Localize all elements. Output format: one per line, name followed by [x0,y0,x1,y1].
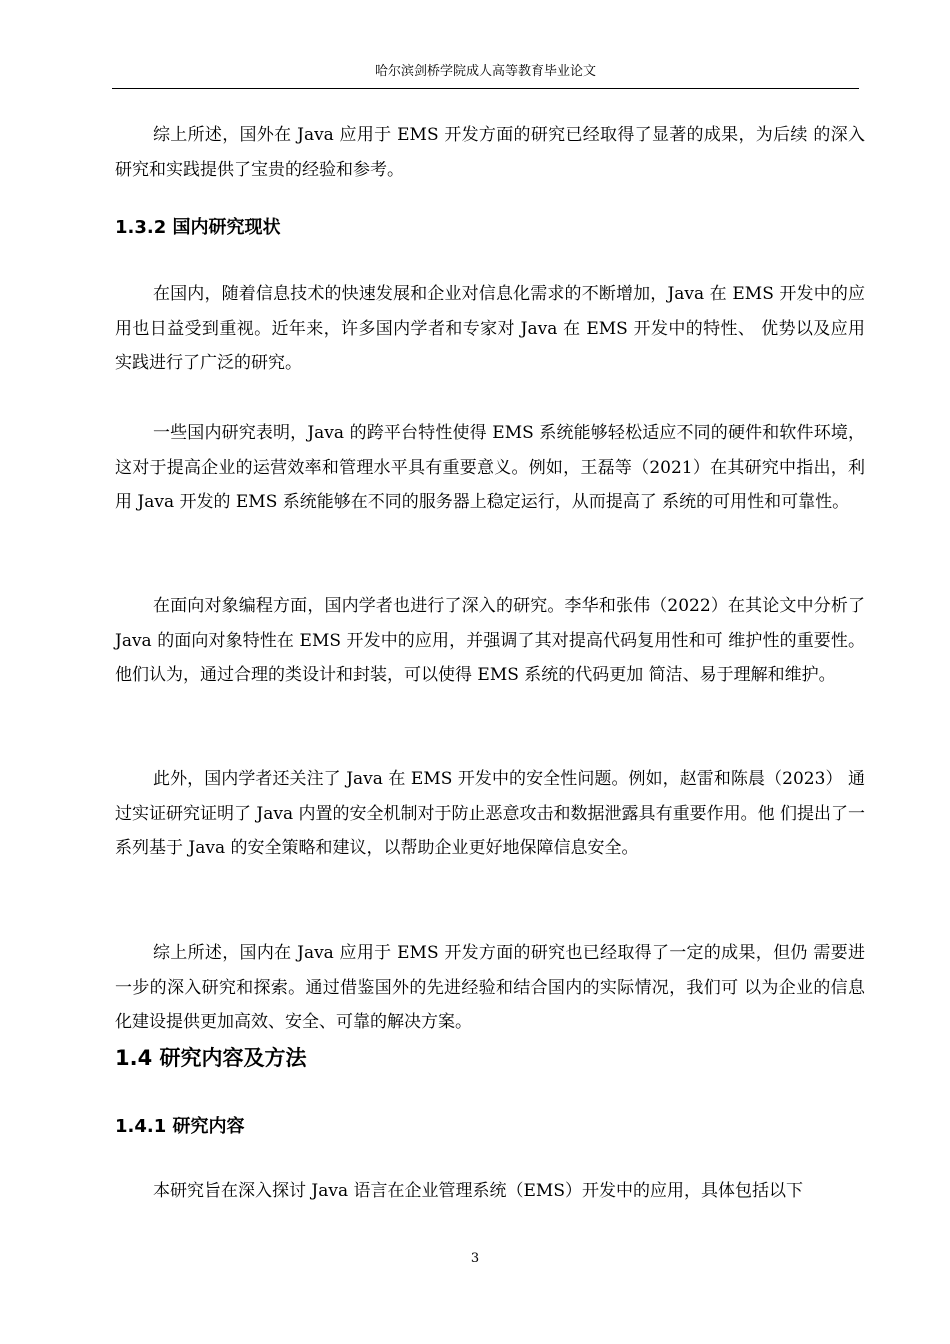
header-title: 哈尔滨剑桥学院成人高等教育毕业论文 [374,64,596,79]
paragraph-foreign-summary [115,118,865,187]
heading-text: 1.3.2 国内研究现状 [115,217,281,238]
paragraph-text: 在国内，随着信息技术的快速发展和企业对信息化需求的不断增加，Java 在 EMS 开发中的应用也日益受到重视。近年来，许多国内学者和专家对 Java 在 EMS 开发中的特性、 优势以及应用实践进行了广泛的研究。 [115,284,865,373]
heading-text: 1.4 研究内容及方法 [115,1046,307,1070]
heading-text: 1.4.1 研究内容 [115,1116,245,1137]
paragraph-text: 此外，国内学者还关注了 Java 在 EMS 开发中的安全性问题。例如，赵雷和陈晨（2023） 通过实证研究证明了 Java 内置的安全机制对于防止恶意攻击和数据泄露具有重要作用。他 们提出了一系列基于 Java 的安全策略和建议，以帮助企业更好地保障信息安全。 [115,769,865,858]
paragraph-text: 综上所述，国内在 Java 应用于 EMS 开发方面的研究也已经取得了一定的成果，但仍 需要进一步的深入研究和探索。通过借鉴国外的先进经验和结合国内的实际情况，我们可 以为企业的信息化建设提供更加高效、安全、可靠的解决方案。 [115,943,865,1032]
paragraph-research-content [115,1174,865,1209]
section-heading-1-4-1 [115,1115,865,1139]
page-header [112,62,859,89]
paragraph-security [115,762,865,866]
paragraph-domestic-intro [115,277,865,381]
paragraph-cross-platform [115,416,865,520]
paragraph-text: 在面向对象编程方面，国内学者也进行了深入的研究。李华和张伟（2022）在其论文中分析了 Java 的面向对象特性在 EMS 开发中的应用，并强调了其对提高代码复用性和可 维护性的重要性。他们认为，通过合理的类设计和封装，可以使得 EMS 系统的代码更加 简洁、易于理解和维护。 [115,596,865,685]
paragraph-text: 本研究旨在深入探讨 Java 语言在企业管理系统（EMS）开发中的应用，具体包括以下 [153,1181,803,1201]
section-heading-1-4 [115,1044,865,1072]
paragraph-oop [115,589,865,693]
section-heading-1-3-2 [115,216,865,240]
page-number: 3 [470,1251,480,1266]
paragraph-text: 一些国内研究表明，Java 的跨平台特性使得 EMS 系统能够轻松适应不同的硬件和软件环境，这对于提高企业的运营效率和管理水平具有重要意义。例如，王磊等（2021）在其研究中指出，利用 Java 开发的 EMS 系统能够在不同的服务器上稳定运行，从而提高了 系统的可用性和可靠性。 [115,423,865,512]
paragraph-text: 综上所述，国外在 Java 应用于 EMS 开发方面的研究已经取得了显著的成果，为后续 的深入研究和实践提供了宝贵的经验和参考。 [115,125,865,180]
paragraph-domestic-summary [115,936,865,1040]
